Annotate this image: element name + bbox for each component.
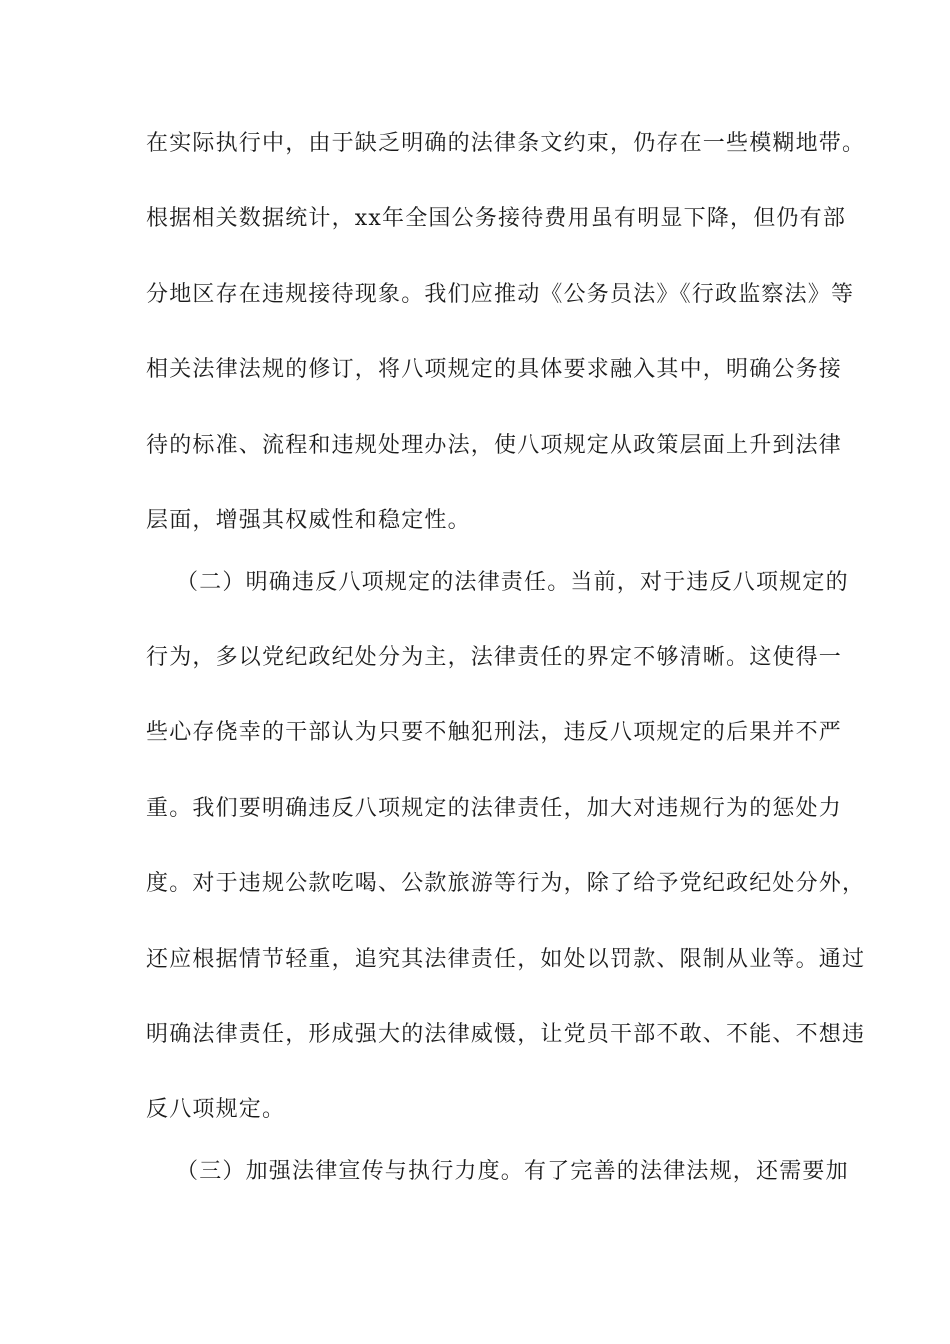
text-line: 些心存侥幸的干部认为只要不触犯刑法，违反八项规定的后果并不严 bbox=[146, 720, 843, 745]
text-line: 层面，增强其权威性和稳定性。 bbox=[146, 508, 471, 533]
section-heading-line: （三）加强法律宣传与执行力度。有了完善的法律法规，还需要加 bbox=[176, 1159, 849, 1184]
text-line: 反八项规定。 bbox=[146, 1097, 286, 1122]
text-line: 行为，多以党纪政纪处分为主，法律责任的界定不够清晰。这使得一 bbox=[146, 645, 843, 670]
text-line: 分地区存在违规接待现象。我们应推动《公务员法》《行政监察法》等 bbox=[146, 282, 855, 307]
text-line: 待的标准、流程和违规处理办法，使八项规定从政策层面上升到法律 bbox=[146, 433, 843, 458]
text-line: 还应根据情节轻重，追究其法律责任，如处以罚款、限制从业等。通过 bbox=[146, 947, 866, 972]
text-line: 根据相关数据统计，xx年全国公务接待费用虽有明显下降，但仍有部 bbox=[146, 206, 847, 231]
text-line: 相关法律法规的修订，将八项规定的具体要求融入其中，明确公务接 bbox=[146, 357, 843, 382]
text-line: 度。对于违规公款吃喝、公款旅游等行为，除了给予党纪政纪处分外， bbox=[146, 871, 866, 896]
section-heading-line: （二）明确违反八项规定的法律责任。当前，对于违反八项规定的 bbox=[176, 570, 849, 595]
text-line: 明确法律责任，形成强大的法律威慑，让党员干部不敢、不能、不想违 bbox=[146, 1022, 866, 1047]
text-line: 重。我们要明确违反八项规定的法律责任，加大对违规行为的惩处力 bbox=[146, 796, 843, 821]
text-line: 在实际执行中，由于缺乏明确的法律条文约束，仍存在一些模糊地带。 bbox=[146, 131, 866, 156]
